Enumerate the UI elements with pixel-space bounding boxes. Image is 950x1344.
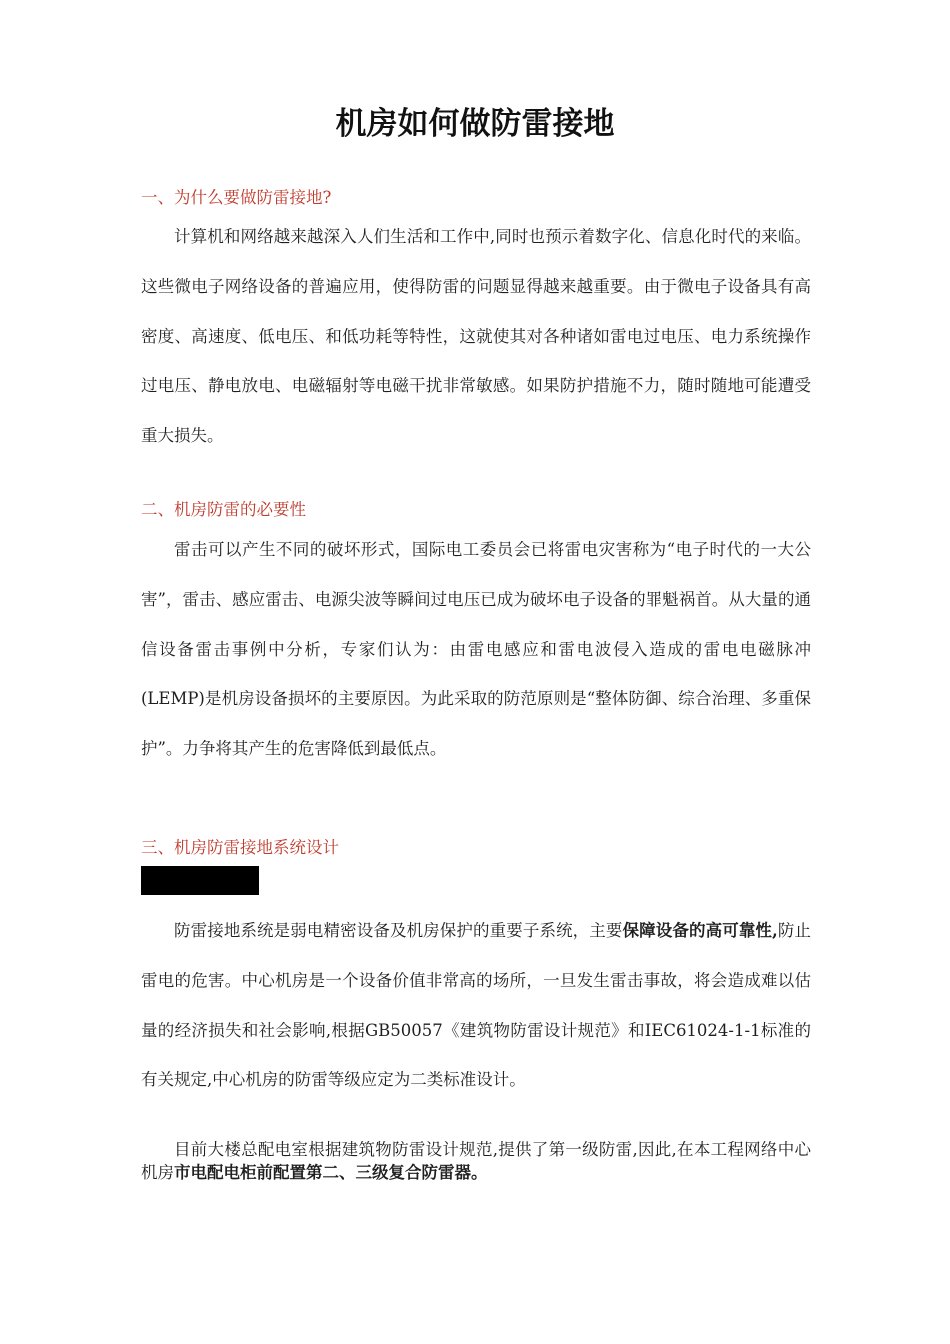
- paragraph-text: 防止雷电的危害。中心机房是一个设备价值非常高的场所，一旦发生雷击事故，将会造成难以估量的经济损失和社会影响,根据GB50057《建筑物防雷设计规范》和IEC61024-1-1标准的有关规定,中心机房的防雷等级应定为二类标准设计。: [141, 921, 812, 1090]
- section-paragraph-3: [141, 906, 811, 1105]
- paragraph-bold-text: 市电配电柜前配置第二、三级复合防雷器。: [174, 1163, 488, 1182]
- document-title: 机房如何做防雷接地: [335, 106, 615, 142]
- section-paragraph-4: [141, 1138, 811, 1184]
- redaction-block: [141, 866, 259, 895]
- section-heading-3: 三、机房防雷接地系统设计: [141, 838, 339, 857]
- section-heading-2: 二、机房防雷的必要性: [141, 500, 306, 519]
- paragraph-text: 防雷接地系统是弱电精密设备及机房保护的重要子系统，主要: [174, 921, 623, 940]
- paragraph-bold-text: 保障设备的高可靠性,: [622, 921, 778, 940]
- section-heading-1: 一、为什么要做防雷接地?: [141, 188, 332, 207]
- paragraph-text: 目前大楼总配电室根据建筑物防雷设计规范,提供了第一级防雷,因此,在本工程网络中心机房: [141, 1140, 811, 1182]
- section-paragraph-2: 雷击可以产生不同的破坏形式，国际电工委员会已将雷电灾害称为“电子时代的一大公害”，雷击、感应雷击、电源尖波等瞬间过电压已成为破坏电子设备的罪魁祸首。从大量的通信设备雷击事例中分析，专家们认为：由雷电感应和雷电波侵入造成的雷电电磁脉冲(LEMP)是机房设备损坏的主要原因。为此采取的防范原则是“整体防御、综合治理、多重保护”。力争将其产生的危害降低到最低点。: [141, 540, 811, 759]
- section-paragraph-1: 计算机和网络越来越深入人们生活和工作中,同时也预示着数字化、信息化时代的来临。这些微电子网络设备的普遍应用，使得防雷的问题显得越来越重要。由于微电子设备具有高密度、高速度、低电压、和低功耗等特性，这就使其对各种诸如雷电过电压、电力系统操作过电压、静电放电、电磁辐射等电磁干扰非常敏感。如果防护措施不力，随时随地可能遭受重大损失。: [141, 227, 811, 446]
